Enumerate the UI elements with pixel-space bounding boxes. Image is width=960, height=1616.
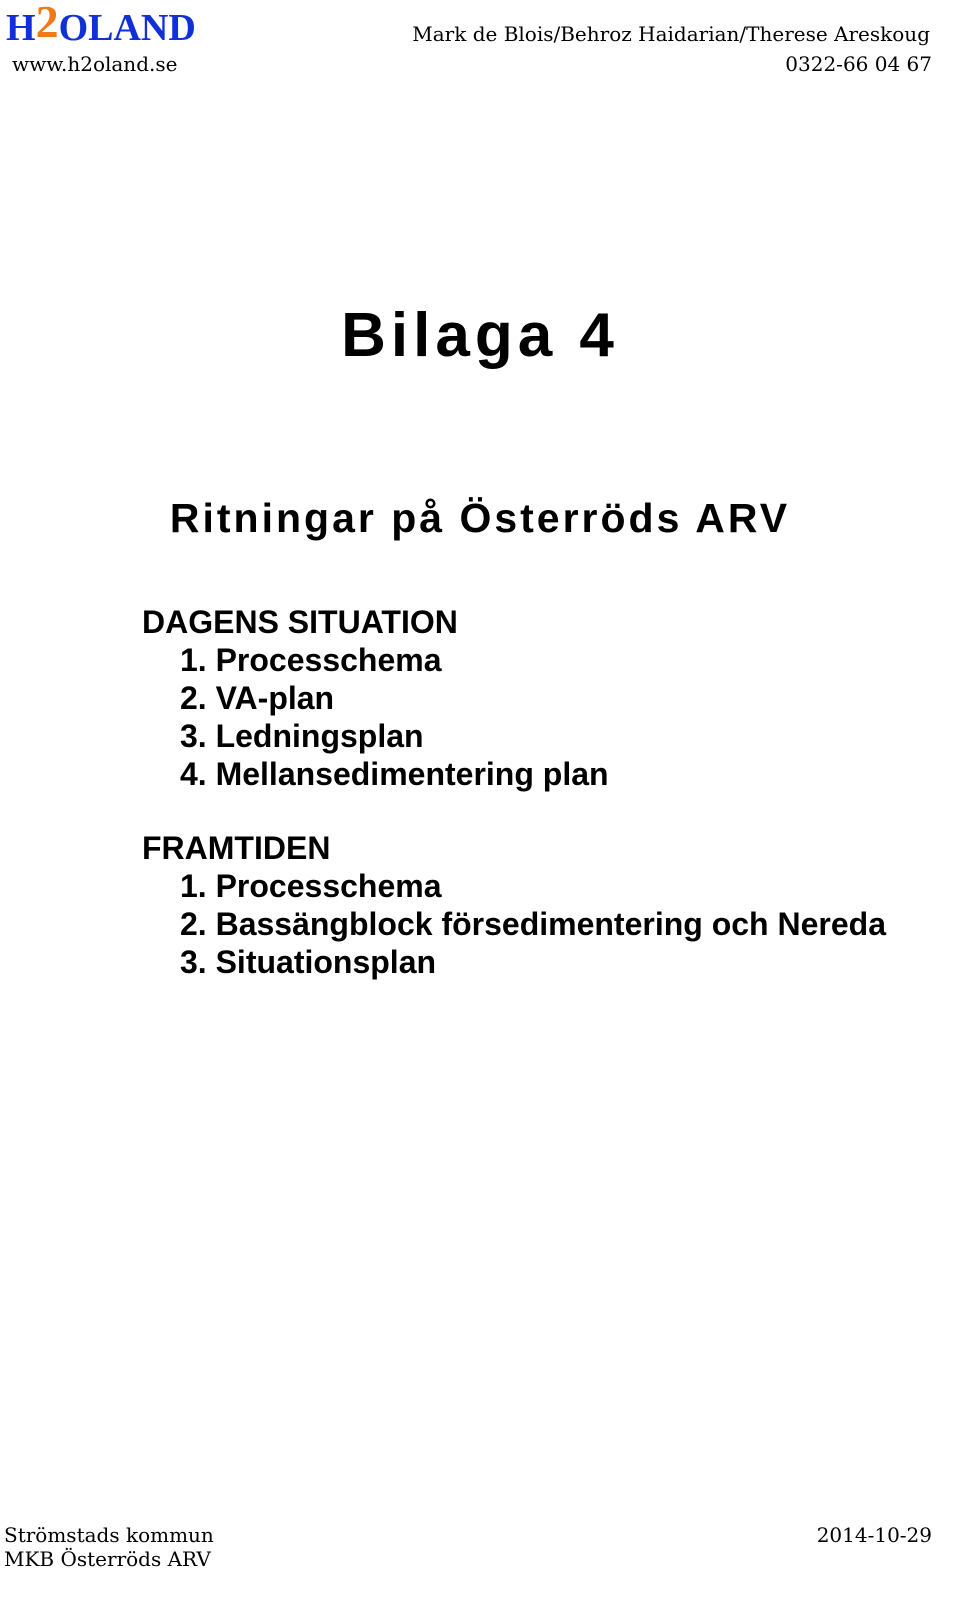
list-item: 4. Mellansedimentering plan (180, 756, 609, 792)
logo-oland: OLAND (58, 7, 196, 49)
list-item: 1. Processchema (180, 642, 442, 678)
list-item: 3. Ledningsplan (180, 718, 424, 754)
list-item: 3. Situationsplan (180, 944, 437, 980)
page-subtitle: Ritningar på Österröds ARV (169, 495, 791, 541)
page-title: Bilaga 4 (341, 301, 619, 370)
footer-document: MKB Österröds ARV (4, 1547, 211, 1571)
authors: Mark de Blois/Behroz Haidarian/Therese Areskoug (412, 22, 930, 46)
footer-municipality: Strömstads kommun (4, 1523, 214, 1547)
logo-h: H (6, 7, 36, 49)
website-url: www.h2oland.se (12, 52, 178, 76)
list-item: 1. Processchema (180, 868, 442, 904)
phone-number: 0322-66 04 67 (785, 52, 932, 76)
list-item: 2. VA-plan (180, 680, 335, 716)
list-item: 2. Bassängblock försedimentering och Nereda (180, 906, 886, 942)
section-heading: FRAMTIDEN (142, 830, 331, 866)
logo-2: 2 (35, 0, 59, 47)
footer-date: 2014-10-29 (816, 1523, 932, 1547)
h2oland-logo (6, 2, 196, 51)
section-heading: DAGENS SITUATION (142, 604, 458, 640)
